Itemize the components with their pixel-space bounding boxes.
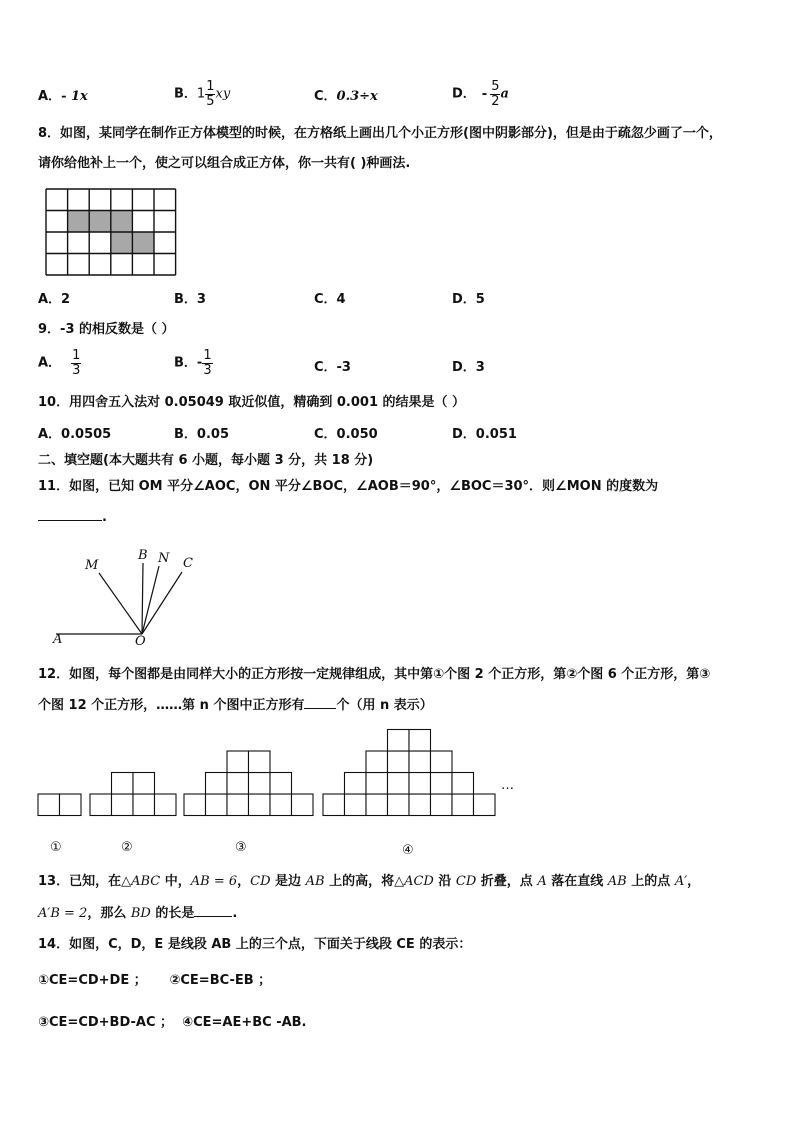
- ellipsis: …: [501, 778, 514, 793]
- stair-square: [155, 794, 177, 816]
- q7-option-d: D． - $\frac{5}{2}$ a: [452, 79, 509, 109]
- fig-label-4: ④: [402, 843, 414, 858]
- stair-square: [90, 794, 112, 816]
- stair-square: [388, 794, 410, 816]
- q9-option-a: A． $\frac{1}{3}$: [38, 348, 81, 378]
- stair-square: [323, 794, 345, 816]
- stair-square: [345, 773, 367, 795]
- q7-option-c: C．0.3÷x: [314, 89, 378, 104]
- q11-text-line2: .: [38, 508, 107, 527]
- stair-square: [133, 773, 155, 795]
- q8-option-a: A．2: [38, 292, 71, 307]
- q8-option-b: B．3: [174, 292, 206, 307]
- stair-square: [366, 794, 388, 816]
- q13-text-line1: 13．已知，在△ABC 中，AB = 6，CD 是边 AB 上的高，将△ACD 沿 CD 折叠，点 A 落在直线 AB 上的点 A′，: [38, 874, 701, 889]
- fig-label-2: ②: [121, 840, 133, 855]
- label-m: M: [85, 558, 99, 573]
- stair-square: [227, 794, 249, 816]
- stair-square: [366, 773, 388, 795]
- q13-text-line2: A′B = 2，那么 BD 的长是 .: [38, 906, 238, 921]
- q9-option-c: C．-3: [314, 360, 351, 375]
- q10-option-d: D．0.051: [452, 427, 517, 442]
- stair-square: [431, 751, 453, 773]
- stair-square: [227, 751, 249, 773]
- stair-square: [112, 773, 134, 795]
- q10-option-c: C．0.050: [314, 427, 378, 442]
- stair-square: [452, 794, 474, 816]
- stair-square: [409, 751, 431, 773]
- stair-square: [409, 794, 431, 816]
- q11-text-line1: 11．如图，已知 OM 平分∠AOC，ON 平分∠BOC，∠AOB＝90°，∠BOC＝30°．则∠MON 的度数为: [38, 479, 659, 494]
- answer-blank: [194, 904, 232, 917]
- stair-square: [366, 751, 388, 773]
- stair-square: [249, 773, 271, 795]
- stair-square: [270, 773, 292, 795]
- q8-option-c: C．4: [314, 292, 346, 307]
- section-heading: 二、填空题(本大题共有 6 小题，每小题 3 分，共 18 分): [38, 453, 374, 468]
- stair-square: [409, 730, 431, 752]
- q10-option-a: A．0.0505: [38, 427, 112, 442]
- stair-square: [249, 794, 271, 816]
- stair-square: [133, 794, 155, 816]
- label-o: O: [135, 634, 146, 649]
- q8-text-line1: 8．如图，某同学在制作正方体模型的时候，在方格纸上画出几个小正方形(图中阴影部分)，但是由于疏忽少画了一个，: [38, 126, 722, 141]
- q14-text-line3: ③CE=CD+BD-AC ； ④CE=AE+BC -AB.: [38, 1015, 307, 1030]
- stair-square: [388, 773, 410, 795]
- stair-square: [388, 751, 410, 773]
- stair-square: [227, 773, 249, 795]
- stair-square: [431, 794, 453, 816]
- stair-square: [388, 730, 410, 752]
- stair-square: [452, 773, 474, 795]
- q8-text-line2: 请你给他补上一个，使之可以组合成正方体，你一共有( )种画法.: [38, 156, 411, 171]
- label-c: C: [183, 556, 193, 571]
- stair-square: [206, 773, 228, 795]
- label-b: B: [138, 548, 148, 563]
- q7-option-b: B．1 $\frac{1}{5}$ xy: [174, 79, 231, 109]
- stair-square: [206, 794, 228, 816]
- q14-text-line2: ①CE=CD+DE ； ②CE=BC-EB ；: [38, 973, 272, 988]
- label-a: A: [53, 632, 63, 647]
- fig-label-3: ③: [235, 840, 247, 855]
- q10-text: 10．用四舍五入法对 0.05049 取近似值，精确到 0.001 的结果是（ ）: [38, 395, 466, 410]
- q9-option-d: D．3: [452, 360, 485, 375]
- stair-square: [474, 794, 496, 816]
- stair-square: [292, 794, 314, 816]
- label-n: N: [158, 551, 170, 566]
- q7-option-a: A．- 1x: [38, 89, 88, 104]
- stair-square: [184, 794, 206, 816]
- stair-square: [249, 751, 271, 773]
- stair-square: [431, 773, 453, 795]
- fig-label-1: ①: [50, 840, 62, 855]
- q12-text-line2: 个图 12 个正方形，……第 n 个图中正方形有 个（用 n 表示）: [38, 698, 433, 713]
- stair-square: [409, 773, 431, 795]
- stair-square: [270, 794, 292, 816]
- q9-option-b: B．- $\frac{1}{3}$: [174, 348, 212, 378]
- q14-text-line1: 14．如图，C，D，E 是线段 AB 上的三个点，下面关于线段 CE 的表示：: [38, 937, 472, 952]
- stair-square: [112, 794, 134, 816]
- stair-square: [60, 794, 82, 816]
- q10-option-b: B．0.05: [174, 427, 229, 442]
- q8-option-d: D．5: [452, 292, 485, 307]
- stair-square: [345, 794, 367, 816]
- q12-text-line1: 12．如图，每个图都是由同样大小的正方形按一定规律组成，其中第①个图 2 个正方形，第②个图 6 个正方形，第③: [38, 667, 711, 682]
- q9-text: 9．-3 的相反数是（ ）: [38, 322, 175, 337]
- stair-square: [38, 794, 60, 816]
